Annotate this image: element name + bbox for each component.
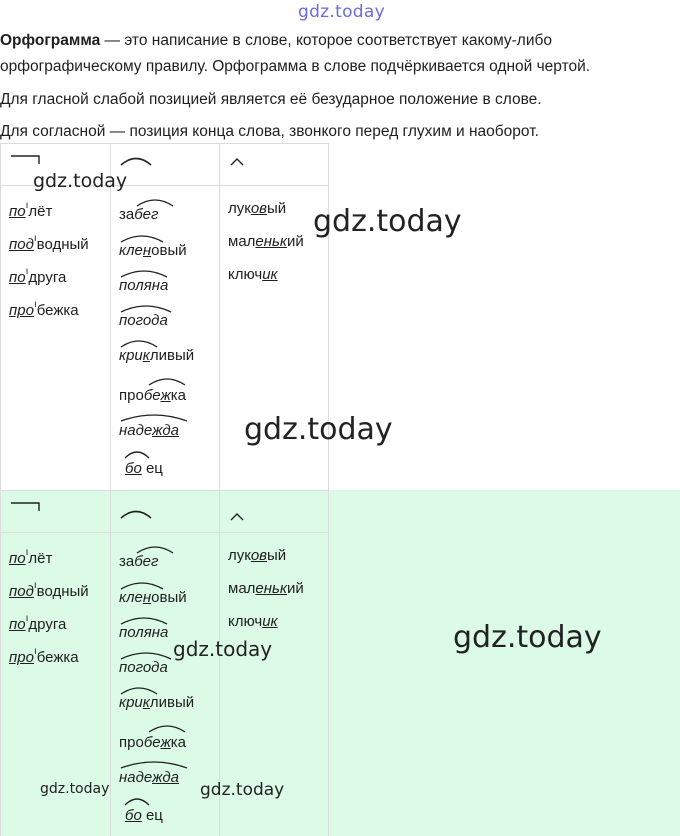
watermark-text: gdz.today bbox=[40, 781, 110, 797]
definition-text: — это написание в слове, которое соответствует какому-либо орфографическому правилу. Орфограмма в слове подчёркивается одной чертой. bbox=[0, 32, 591, 75]
watermark-text: gdz.today bbox=[244, 412, 393, 447]
watermark-text: gdz.today bbox=[453, 620, 602, 655]
root-arc-icon bbox=[119, 684, 159, 696]
word-item: $по^ıдруга$ bbox=[9, 613, 67, 633]
root-arc-icon bbox=[119, 411, 189, 423]
word-item: $по^ıлёт$ bbox=[9, 200, 53, 220]
root-arc-icon bbox=[123, 795, 151, 807]
word-item: надежда bbox=[119, 422, 180, 439]
word-item: погода bbox=[119, 312, 168, 329]
word-item: крикливый bbox=[119, 694, 195, 711]
root-arc-icon bbox=[119, 302, 173, 314]
word-item: луковый bbox=[228, 200, 287, 217]
root-arc-icon bbox=[119, 267, 169, 279]
prefix-symbol-icon bbox=[9, 499, 43, 515]
word-item: пробежка bbox=[119, 734, 186, 751]
word-item: про$^ı$бежка bbox=[9, 299, 79, 319]
root-arc-icon bbox=[119, 614, 169, 626]
word-item: маленький bbox=[228, 580, 304, 597]
vowel-paragraph: Для гласной слабой позицией является её безударное положение в слове. bbox=[0, 91, 542, 108]
root-symbol-cell bbox=[110, 491, 219, 533]
suffix-symbol-cell bbox=[219, 491, 329, 533]
word-item: надежда bbox=[119, 769, 180, 786]
word-item: маленький bbox=[228, 233, 304, 250]
root-arc-icon bbox=[119, 758, 189, 770]
root-arc-icon bbox=[119, 232, 165, 244]
word-item: $по^ıдруга$ bbox=[9, 266, 67, 286]
word-item: пробежка bbox=[119, 387, 186, 404]
word-item: поляна bbox=[119, 277, 169, 294]
word-item: ключик bbox=[228, 266, 278, 283]
word-item: кленовый bbox=[119, 242, 187, 259]
root-arc-icon bbox=[123, 448, 151, 460]
word-item: погода bbox=[119, 659, 168, 676]
prefix-symbol-icon bbox=[9, 152, 43, 168]
word-item: бо ец bbox=[125, 460, 163, 477]
root-arc-icon bbox=[119, 505, 153, 521]
watermark-text: gdz.today bbox=[33, 170, 128, 192]
prefix-symbol-cell bbox=[0, 491, 110, 533]
word-item: под$^ı$водный bbox=[9, 233, 89, 253]
word-item: поляна bbox=[119, 624, 169, 641]
suffix-symbol-cell bbox=[219, 144, 329, 186]
word-item: крикливый bbox=[119, 347, 195, 364]
root-column bbox=[110, 186, 219, 491]
root-arc-icon bbox=[119, 337, 159, 349]
word-item: бо ец bbox=[125, 807, 163, 824]
term-bold: Орфограмма bbox=[0, 32, 101, 49]
watermark-text: gdz.today bbox=[173, 637, 273, 661]
root-arc-icon bbox=[147, 722, 187, 734]
root-arc-icon bbox=[135, 196, 175, 208]
word-item: кленовый bbox=[119, 589, 187, 606]
suffix-caret-icon bbox=[228, 152, 248, 168]
word-item: забег bbox=[119, 553, 159, 570]
watermark-text: gdz.today bbox=[313, 204, 462, 239]
prefix-column bbox=[0, 186, 110, 491]
root-arc-icon bbox=[119, 152, 153, 168]
definition-paragraph bbox=[0, 28, 676, 80]
root-arc-icon bbox=[147, 375, 187, 387]
word-item: $по^ıлёт$ bbox=[9, 547, 53, 567]
table-header-row bbox=[0, 491, 329, 533]
root-arc-icon bbox=[119, 579, 165, 591]
suffix-caret-icon bbox=[228, 507, 248, 523]
watermark-text: gdz.today bbox=[200, 780, 285, 800]
top-watermark: gdz.today bbox=[298, 2, 385, 22]
root-arc-icon bbox=[135, 543, 175, 555]
word-item: про$^ı$бежка bbox=[9, 646, 79, 666]
consonant-paragraph: Для согласной — позиция конца слова, звонкого перед глухим и наоборот. bbox=[0, 123, 539, 140]
word-item: забег bbox=[119, 206, 159, 223]
word-item: ключик bbox=[228, 613, 278, 630]
root-arc-icon bbox=[119, 649, 173, 661]
word-item: луковый bbox=[228, 547, 287, 564]
word-item: под$^ı$водный bbox=[9, 580, 89, 600]
